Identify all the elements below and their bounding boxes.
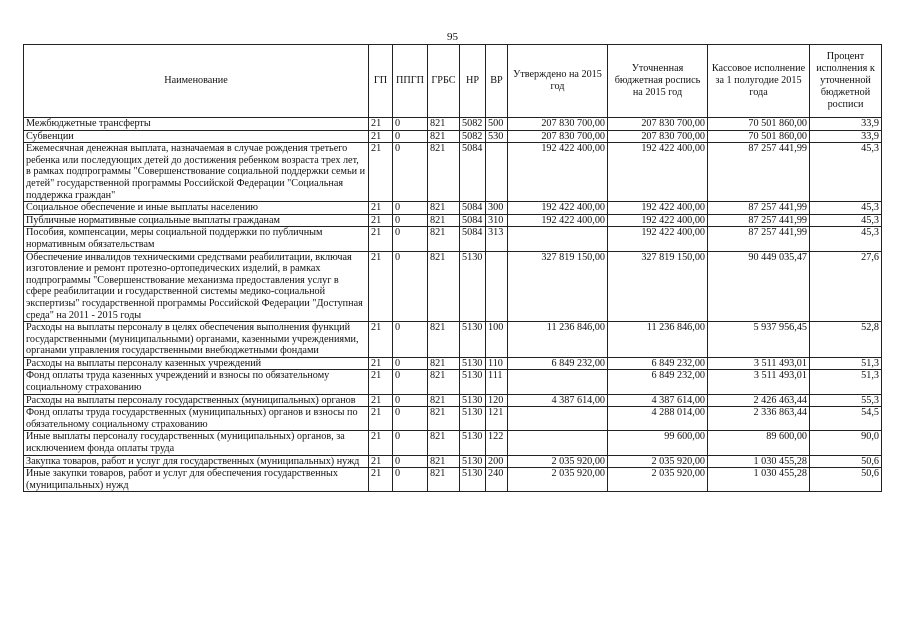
cell-gp: 21 — [369, 455, 393, 468]
cell-ppgp: 0 — [393, 143, 428, 202]
cell-cash: 1 030 455,28 — [708, 468, 810, 492]
header-refined: Уточненная бюджетная роспись на 2015 год — [608, 45, 708, 118]
cell-name: Расходы на выплаты персоналу государственных (муниципальных) органов — [24, 394, 369, 407]
cell-vr — [486, 251, 508, 322]
cell-grbs: 821 — [428, 455, 460, 468]
cell-percent: 50,6 — [810, 468, 882, 492]
header-vr: ВР — [486, 45, 508, 118]
cell-ppgp: 0 — [393, 370, 428, 394]
cell-grbs: 821 — [428, 431, 460, 455]
cell-cash: 70 501 860,00 — [708, 118, 810, 131]
cell-vr: 121 — [486, 407, 508, 431]
cell-approved — [508, 370, 608, 394]
cell-approved: 192 422 400,00 — [508, 143, 608, 202]
cell-grbs: 821 — [428, 394, 460, 407]
cell-gp: 21 — [369, 468, 393, 492]
table-row — [24, 118, 882, 131]
cell-grbs: 821 — [428, 214, 460, 227]
cell-np: 5084 — [460, 227, 486, 251]
cell-percent: 51,3 — [810, 357, 882, 370]
cell-name: Расходы на выплаты персоналу в целях обеспечения выполнения функций государственными (муниципальными) органами, казенными учреждениями, органами управления государственными внебюджетными фондами — [24, 322, 369, 358]
cell-gp: 21 — [369, 394, 393, 407]
cell-np: 5084 — [460, 214, 486, 227]
cell-cash: 87 257 441,99 — [708, 202, 810, 215]
cell-approved: 327 819 150,00 — [508, 251, 608, 322]
cell-cash: 89 600,00 — [708, 431, 810, 455]
table-row — [24, 407, 882, 431]
cell-cash: 70 501 860,00 — [708, 130, 810, 143]
table-row — [24, 202, 882, 215]
header-np: НР — [460, 45, 486, 118]
cell-approved: 207 830 700,00 — [508, 118, 608, 131]
cell-ppgp: 0 — [393, 118, 428, 131]
cell-ppgp: 0 — [393, 394, 428, 407]
cell-gp: 21 — [369, 407, 393, 431]
cell-approved: 2 035 920,00 — [508, 455, 608, 468]
cell-vr: 240 — [486, 468, 508, 492]
table-row — [24, 214, 882, 227]
cell-refined: 4 387 614,00 — [608, 394, 708, 407]
cell-percent: 45,3 — [810, 202, 882, 215]
cell-cash: 87 257 441,99 — [708, 227, 810, 251]
cell-ppgp: 0 — [393, 357, 428, 370]
cell-gp: 21 — [369, 118, 393, 131]
cell-cash: 3 511 493,01 — [708, 357, 810, 370]
cell-np: 5130 — [460, 394, 486, 407]
cell-ppgp: 0 — [393, 251, 428, 322]
cell-grbs: 821 — [428, 322, 460, 358]
cell-grbs: 821 — [428, 407, 460, 431]
header-percent: Процент исполнения к уточненной бюджетной росписи — [810, 45, 882, 118]
cell-refined: 2 035 920,00 — [608, 455, 708, 468]
cell-np: 5082 — [460, 130, 486, 143]
cell-gp: 21 — [369, 130, 393, 143]
header-ppgp: ППГП — [393, 45, 428, 118]
cell-name: Обеспечение инвалидов техническими средствами реабилитации, включая изготовление и ремонт протезно-ортопедических изделий, в рамках подпрограммы "Совершенствование механизма предоставления услуг в сфере реабилитации и государственной системы медико-социальной экспертизы" государственной программы Российской Федерации "Доступная среда" на 2011 - 2015 годы — [24, 251, 369, 322]
cell-vr: 300 — [486, 202, 508, 215]
table-row — [24, 322, 882, 358]
cell-gp: 21 — [369, 143, 393, 202]
cell-name: Расходы на выплаты персоналу казенных учреждений — [24, 357, 369, 370]
cell-name: Закупка товаров, работ и услуг для государственных (муниципальных) нужд — [24, 455, 369, 468]
cell-gp: 21 — [369, 202, 393, 215]
cell-percent: 45,3 — [810, 143, 882, 202]
cell-np: 5130 — [460, 251, 486, 322]
cell-cash: 87 257 441,99 — [708, 143, 810, 202]
cell-ppgp: 0 — [393, 202, 428, 215]
table-row — [24, 468, 882, 492]
cell-percent: 33,9 — [810, 130, 882, 143]
cell-percent: 54,5 — [810, 407, 882, 431]
cell-grbs: 821 — [428, 357, 460, 370]
cell-ppgp: 0 — [393, 322, 428, 358]
cell-percent: 45,3 — [810, 214, 882, 227]
table-row — [24, 357, 882, 370]
cell-vr: 111 — [486, 370, 508, 394]
cell-ppgp: 0 — [393, 468, 428, 492]
cell-name: Межбюджетные трансферты — [24, 118, 369, 131]
cell-name: Публичные нормативные социальные выплаты гражданам — [24, 214, 369, 227]
cell-refined: 192 422 400,00 — [608, 214, 708, 227]
cell-gp: 21 — [369, 357, 393, 370]
table-row — [24, 130, 882, 143]
cell-refined: 207 830 700,00 — [608, 130, 708, 143]
cell-name: Иные закупки товаров, работ и услуг для обеспечения государственных (муниципальных) нужд — [24, 468, 369, 492]
cell-refined: 327 819 150,00 — [608, 251, 708, 322]
cell-gp: 21 — [369, 322, 393, 358]
cell-refined: 207 830 700,00 — [608, 118, 708, 131]
header-cash: Кассовое исполнение за 1 полугодие 2015 года — [708, 45, 810, 118]
cell-percent: 50,6 — [810, 455, 882, 468]
cell-np: 5130 — [460, 468, 486, 492]
cell-grbs: 821 — [428, 130, 460, 143]
header-approved: Утверждено на 2015 год — [508, 45, 608, 118]
header-row — [24, 45, 882, 118]
cell-vr: 122 — [486, 431, 508, 455]
table-row — [24, 227, 882, 251]
table-row — [24, 370, 882, 394]
cell-np: 5130 — [460, 431, 486, 455]
cell-percent: 52,8 — [810, 322, 882, 358]
cell-approved: 207 830 700,00 — [508, 130, 608, 143]
cell-name: Фонд оплаты труда государственных (муниципальных) органов и взносы по обязательному социальному страхованию — [24, 407, 369, 431]
cell-refined: 2 035 920,00 — [608, 468, 708, 492]
cell-grbs: 821 — [428, 143, 460, 202]
cell-np: 5130 — [460, 455, 486, 468]
cell-approved: 192 422 400,00 — [508, 214, 608, 227]
cell-refined: 6 849 232,00 — [608, 370, 708, 394]
cell-np: 5130 — [460, 370, 486, 394]
cell-grbs: 821 — [428, 118, 460, 131]
cell-gp: 21 — [369, 227, 393, 251]
cell-np: 5130 — [460, 357, 486, 370]
cell-name: Ежемесячная денежная выплата, назначаемая в случае рождения третьего ребенка или последующих детей до достижения ребенком возраста трех лет, в рамках подпрограммы "Совершенствование социальной поддержки семьи и детей" государственной программы Российской Федерации "Социальная поддержка граждан" — [24, 143, 369, 202]
cell-name: Пособия, компенсации, меры социальной поддержки по публичным нормативным обязательствам — [24, 227, 369, 251]
cell-refined: 192 422 400,00 — [608, 143, 708, 202]
table-row — [24, 431, 882, 455]
cell-cash: 5 937 956,45 — [708, 322, 810, 358]
cell-approved: 6 849 232,00 — [508, 357, 608, 370]
cell-gp: 21 — [369, 214, 393, 227]
cell-vr: 500 — [486, 118, 508, 131]
cell-np: 5084 — [460, 202, 486, 215]
cell-approved — [508, 431, 608, 455]
cell-ppgp: 0 — [393, 455, 428, 468]
table-row — [24, 394, 882, 407]
header-grbs: ГРБС — [428, 45, 460, 118]
cell-ppgp: 0 — [393, 227, 428, 251]
cell-grbs: 821 — [428, 468, 460, 492]
cell-approved — [508, 227, 608, 251]
cell-vr: 530 — [486, 130, 508, 143]
cell-percent: 90,0 — [810, 431, 882, 455]
table-row — [24, 455, 882, 468]
cell-percent: 45,3 — [810, 227, 882, 251]
cell-ppgp: 0 — [393, 407, 428, 431]
page-number: 95 — [447, 31, 458, 43]
cell-grbs: 821 — [428, 251, 460, 322]
cell-cash: 2 426 463,44 — [708, 394, 810, 407]
cell-refined: 11 236 846,00 — [608, 322, 708, 358]
cell-grbs: 821 — [428, 202, 460, 215]
cell-approved: 2 035 920,00 — [508, 468, 608, 492]
cell-ppgp: 0 — [393, 431, 428, 455]
table-row — [24, 143, 882, 202]
cell-approved: 4 387 614,00 — [508, 394, 608, 407]
cell-vr: 110 — [486, 357, 508, 370]
cell-cash: 87 257 441,99 — [708, 214, 810, 227]
cell-gp: 21 — [369, 251, 393, 322]
cell-refined: 99 600,00 — [608, 431, 708, 455]
budget-table — [23, 44, 882, 492]
cell-name: Социальное обеспечение и иные выплаты населению — [24, 202, 369, 215]
cell-np: 5084 — [460, 143, 486, 202]
cell-percent: 55,3 — [810, 394, 882, 407]
cell-name: Фонд оплаты труда казенных учреждений и взносы по обязательному социальному страхованию — [24, 370, 369, 394]
cell-cash: 1 030 455,28 — [708, 455, 810, 468]
cell-gp: 21 — [369, 431, 393, 455]
cell-refined: 192 422 400,00 — [608, 202, 708, 215]
cell-name: Иные выплаты персоналу государственных (муниципальных) органов, за исключением фонда оплаты труда — [24, 431, 369, 455]
cell-approved — [508, 407, 608, 431]
cell-percent: 27,6 — [810, 251, 882, 322]
cell-vr: 100 — [486, 322, 508, 358]
cell-cash: 2 336 863,44 — [708, 407, 810, 431]
table-row — [24, 251, 882, 322]
cell-approved: 192 422 400,00 — [508, 202, 608, 215]
header-gp: ГП — [369, 45, 393, 118]
cell-name: Субвенции — [24, 130, 369, 143]
cell-grbs: 821 — [428, 227, 460, 251]
cell-np: 5082 — [460, 118, 486, 131]
cell-cash: 3 511 493,01 — [708, 370, 810, 394]
cell-refined: 4 288 014,00 — [608, 407, 708, 431]
cell-cash: 90 449 035,47 — [708, 251, 810, 322]
cell-vr: 200 — [486, 455, 508, 468]
cell-gp: 21 — [369, 370, 393, 394]
cell-approved: 11 236 846,00 — [508, 322, 608, 358]
cell-percent: 51,3 — [810, 370, 882, 394]
cell-vr — [486, 143, 508, 202]
cell-vr: 313 — [486, 227, 508, 251]
cell-np: 5130 — [460, 322, 486, 358]
cell-ppgp: 0 — [393, 214, 428, 227]
cell-refined: 192 422 400,00 — [608, 227, 708, 251]
cell-refined: 6 849 232,00 — [608, 357, 708, 370]
cell-vr: 310 — [486, 214, 508, 227]
cell-grbs: 821 — [428, 370, 460, 394]
header-name: Наименование — [24, 45, 369, 118]
cell-percent: 33,9 — [810, 118, 882, 131]
cell-ppgp: 0 — [393, 130, 428, 143]
cell-vr: 120 — [486, 394, 508, 407]
cell-np: 5130 — [460, 407, 486, 431]
